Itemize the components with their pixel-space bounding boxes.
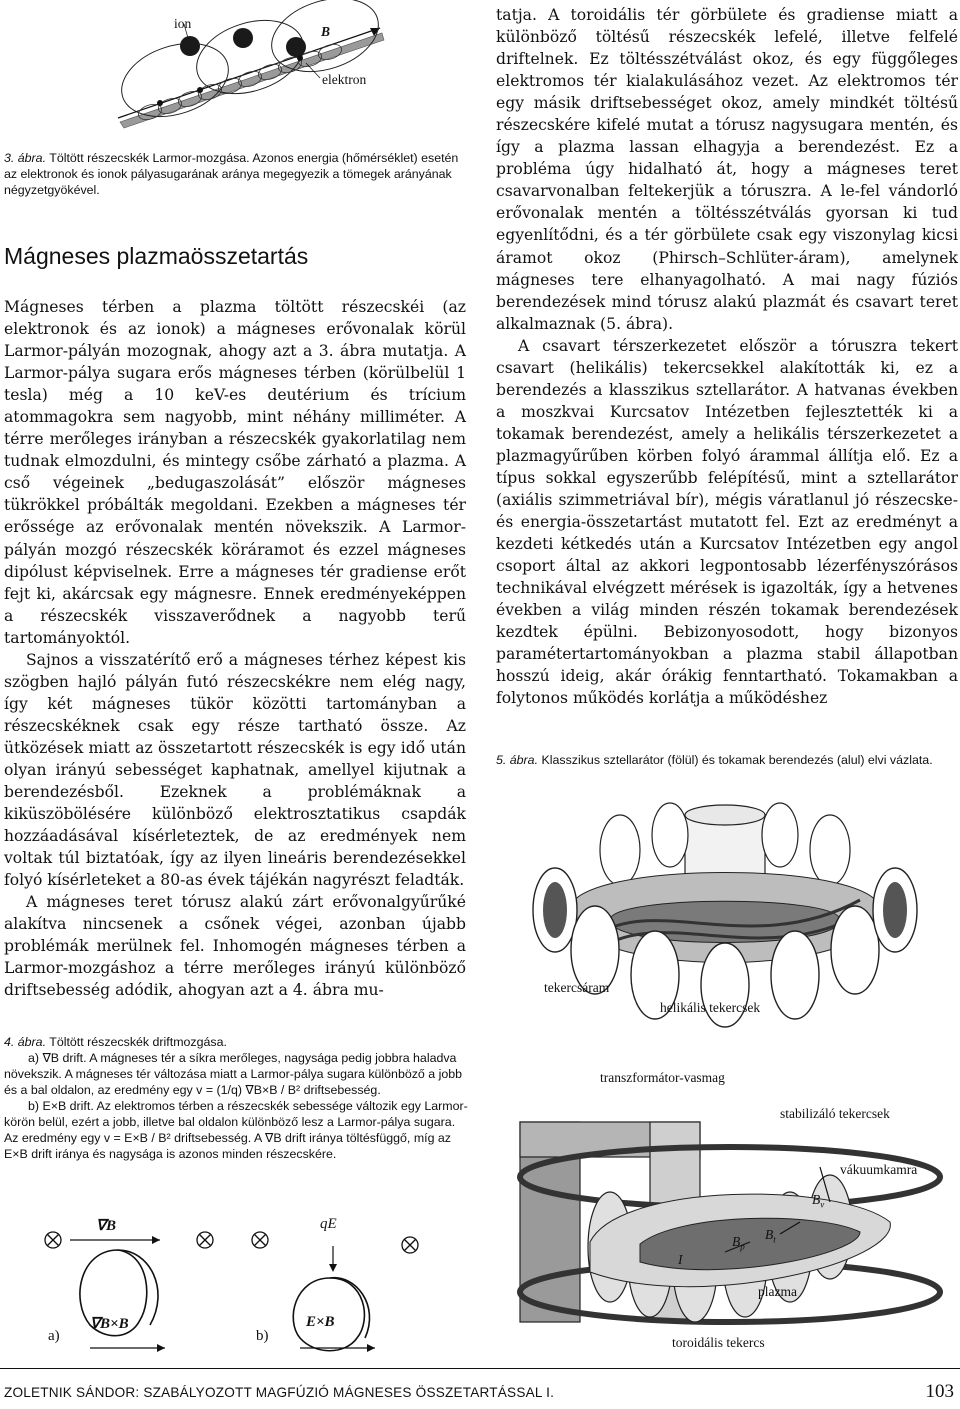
figure-5-caption-number: 5. ábra. <box>496 753 539 767</box>
label-elektron: elektron <box>322 72 367 87</box>
larmor-motion-diagram <box>0 0 480 145</box>
footer-rule <box>0 1368 960 1369</box>
label-ion: ion <box>174 16 192 31</box>
label-helikalis-tekercsek: helikális tekercsek <box>660 1000 761 1015</box>
label-toroidalis-tekercs: toroidális tekercs <box>672 1335 765 1350</box>
running-title: ZOLETNIK SÁNDOR: SZABÁLYOZOTT MAGFÚZIÓ MÁGNESES ÖSSZETARTÁSSAL I. <box>4 1385 555 1400</box>
tokamak-drawing <box>500 1062 960 1358</box>
label-current-i: I <box>678 1252 683 1267</box>
label-grad-b-cross-b: ∇B×B <box>90 1316 129 1332</box>
figure-4-caption-a: a) ∇B drift. A mágneses tér a síkra merőleges, nagysága pedig jobbra haladva növekszik. A mágneses tér változása miatt a Larmor-pálya sugara különböző a jobb és a bal oldalon, az eredmény egy v = (1/q) ∇B×B / B² driftsebesség. <box>4 1051 463 1097</box>
left-paragraph: A mágneses teret tórusz alakú zárt erővonalgyűrűké alakítva nincsenek a csőnek végei, azonban újabb problémák merülnek fel. Inhomogén mágneses térben a Larmor-mozgáshoz a térre merőleges irányú különböző driftsebesség adódik, ahogyan azt a 4. ábra mu- <box>4 893 466 1000</box>
figure-3 <box>0 0 480 145</box>
figure-5-caption <box>496 752 958 768</box>
label-vakuumkamra: vákuumkamra <box>840 1162 918 1177</box>
label-stabilizalo-tekercsek: stabilizáló tekercsek <box>780 1106 890 1121</box>
right-paragraph: tatja. A toroidális tér görbülete és gradiense miatt a különböző töltésű részecskék lefelé, illetve felfelé driftelnek. Ez töltésszétválást okoz, és egy függőleges elektromos tér kialakulásához vezet. Az elektromos tér egy másik driftsebességet okoz, amely mindkét töltésű részecskére kifelé mutat a tórusz nagysugara mentén, és így a plazma lassan elhagyja a berendezést. Ez a probléma úgy hidalható át, hogy a mágneses teret csavarvonalban feltekerjük a tóruszra. A le-fel vándorló erővonalak mentén a töltésszétválás gyorsan ki tud egyenlítődni, és a tér görbülete csak egy viszonylag kicsi áramot okoz (Phirsch–Schlüter-áram), amelynek mágneses tere elhanyagolható. A mai nagy fúziós berendezések mind tórusz alakú plazmát és csavart teret alkalmaznak (5. ábra). <box>496 6 958 333</box>
figure-5-caption-text: Klasszikus sztellarátor (fölül) és tokamak berendezés (alul) elvi vázlata. <box>541 753 933 767</box>
label-bt: $B_t$ <box>765 1227 776 1245</box>
electron-dot <box>297 55 303 61</box>
label-grad-b: ∇B <box>96 1218 117 1234</box>
ion-ball <box>180 36 200 56</box>
left-column <box>4 296 466 1002</box>
figure-4-drawings <box>0 1210 480 1360</box>
figure-4-caption <box>4 1034 468 1162</box>
label-e-cross-b: E×B <box>306 1314 335 1330</box>
figure-4-caption-number: 4. ábra. <box>4 1035 47 1049</box>
label-a: a) <box>48 1328 60 1344</box>
label-bp: $B_p$ <box>732 1234 745 1252</box>
figure-4-caption-title: Töltött részecskék driftmozgása. <box>49 1035 227 1049</box>
left-paragraph: Sajnos a visszatérítő erő a mágneses térhez képest kis szögben hajló pályán futó részecskékre nem elég nagy, így két mágneses tükör közötti tartományban a részecskéknek csak egy része tartható össze. Az ütközések miatt az összetartott részecskék is egy idő után olyan irányú sebességet kaphatnak, amellyel kijutnak a berendezésből. Ezeknek a problémáknak a kiküszöbölésére különböző elektrosztatikus csapdák hozzáadásával kísérleteztek, de az eredmények nem voltak túl biztatóak, így az ilyen lineáris berendezésekkel folyó kísérleteket a 80-as évek tájékán nagyrészt feladták. <box>4 650 466 890</box>
label-b: B <box>321 24 331 39</box>
label-b: b) <box>256 1328 269 1344</box>
figure-3-caption-text: Töltött részecskék Larmor-mozgása. Azonos energia (hőmérséklet) esetén az elektronok és ionok pályasugarának aránya megegyezik a tömegek arányának négyzetgyökével. <box>4 151 459 197</box>
left-paragraph: Mágneses térben a plazma töltött részecskéi (az elektronok és az ionok) a mágneses erővonalak körül Larmor-pályán mozognak, ahogy azt a 3. ábra mutatja. A Larmor-pálya sugara erős mágneses térben (körülbelül 1 tesla) még a 10 keV-es deutérium és trícium atommagokra sem nagyobb, mint néhány milliméter. A térre merőleges irányban a részecskék gyakorlatilag nem tudnak elmozdulni, és mintegy csőbe zárható a plazma. A cső végeinek „bedugaszolását” először mágneses tükrökkel próbálták megoldani. Ezekben a mágneses tér erőssége az erővonalak mentén növekszik. A Larmor-pályán mozgó részecskék köráramot és ezzel mágneses dipólust képviselnek. Erre a mágneses tér gradiense erőt fejt ki, akárcsak egy mágnesre. Ennek eredményeképpen a részecskék visszaverődnek a nagyobb terű tartományoktól. <box>4 298 466 647</box>
electron-dot <box>157 100 163 106</box>
label-bv: $B_v$ <box>812 1192 825 1210</box>
electron-dot <box>197 87 203 93</box>
right-column <box>496 4 958 710</box>
label-qe: qE <box>320 1216 337 1232</box>
label-transzformator-vasmag: transzformátor-vasmag <box>600 1070 725 1085</box>
ion-ball <box>233 28 253 48</box>
ion-ball <box>286 37 306 57</box>
stellarator-drawing <box>500 790 960 1030</box>
label-tekercsaram: tekercsáram <box>544 980 610 995</box>
page-number: 103 <box>925 1381 954 1402</box>
figure-4-caption-b: b) E×B drift. Az elektromos térben a részecskék sebessége változik egy Larmor-körön belül, ezért a jobb, illetve bal oldalon különböző lesz a Larmor-pálya sugara. Az eredmény egy v = E×B / B² driftsebesség. A ∇B drift iránya töltésfüggő, míg az E×B drift iránya és nagysága is azonos minden részecskére. <box>4 1099 468 1161</box>
figure-3-caption-number: 3. ábra. <box>4 151 47 165</box>
figure-3-caption <box>4 150 466 198</box>
label-plazma: plazma <box>758 1284 797 1299</box>
section-title: Mágneses plazmaösszetartás <box>4 243 309 269</box>
right-paragraph: A csavart térszerkezetet először a tóruszra tekert csavart (helikális) tekercsekkel alakították ki, ez a berendezés a klasszikus sztellarátor. A hatvanas években a moszkvai Kurcsatov Intézetben fejlesztették ki a tokamak berendezést, amely a helikális térszerkezetet a plazmagyűrűben körben folyó árammal állítja elő. Ez a típus sokkal egyszerűbb felépítésű, mint a sztellarátor (axiális szimmetriával bír), mégis váratlanul jó részecske- és energia-összetartást mutatott fel. Ezt az eredményt a kezdeti kétkedés után a Kurcsatov Intézetben egy angol csoport által az akkori legpontosabb lézerfényszórásos technikával elvégzett mérések is igazolták, így a hetvenes években a világ minden részén tokamak berendezések kezdtek épülni. Bebizonyosodott, hogy bizonyos paramétertartományokban a plazma stabil állapotban hosszú ideig, akár órákig fenntartható. Tokamakban a folytonos működés korlátja a működéshez <box>496 336 958 708</box>
